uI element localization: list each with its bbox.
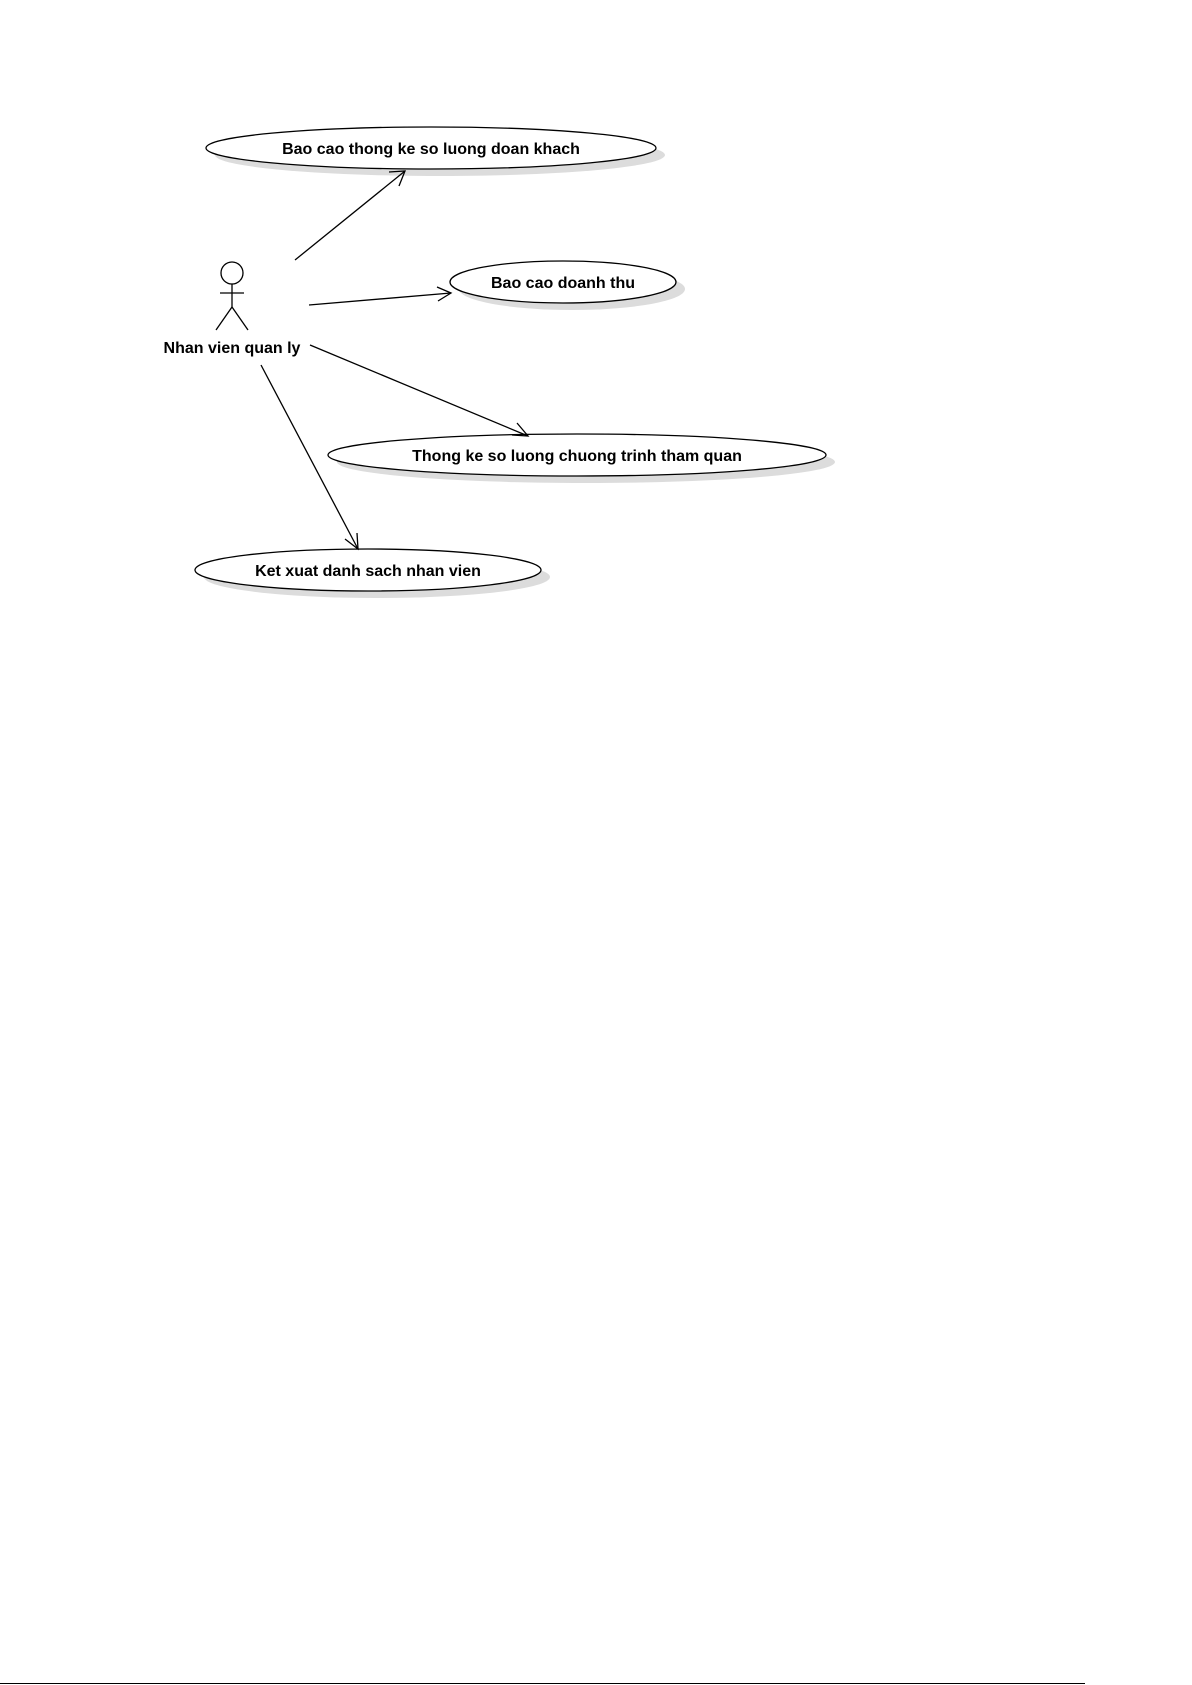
use-case-label: Thong ke so luong chuong trinh tham quan	[412, 448, 742, 465]
use-case-label: Bao cao thong ke so luong doan khach	[282, 141, 580, 158]
use-case-label: Bao cao doanh thu	[491, 275, 635, 292]
actor-head	[221, 262, 243, 284]
use-case-ket-xuat-danh-sach-nhan-vien[interactable]	[195, 549, 550, 598]
association-to-thong-ke-chuong-trinh	[310, 345, 528, 436]
use-case-bao-cao-thong-ke-so-luong-doan-khach[interactable]	[206, 127, 665, 176]
page-bottom-rule	[0, 1683, 1085, 1684]
use-case-thong-ke-so-luong-chuong-trinh-tham-quan[interactable]	[328, 434, 835, 483]
actor-left-leg	[216, 307, 232, 330]
association-to-bao-cao-doanh-thu	[309, 287, 451, 305]
actor-right-leg	[232, 307, 248, 330]
actor-stick-figure-icon[interactable]	[216, 262, 248, 330]
association-to-bao-cao-thong-ke	[295, 171, 405, 260]
actor-label: Nhan vien quan ly	[163, 340, 301, 357]
use-case-label: Ket xuat danh sach nhan vien	[255, 563, 481, 580]
use-case-bao-cao-doanh-thu[interactable]	[450, 261, 685, 310]
